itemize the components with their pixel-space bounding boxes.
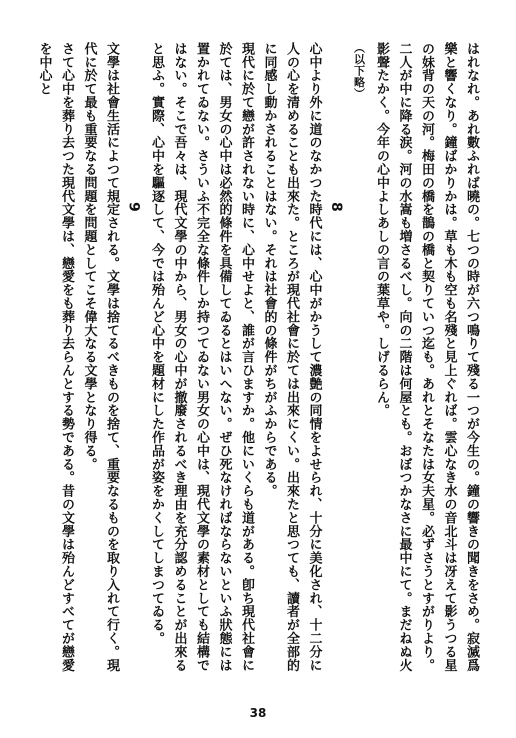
verse-passage: はれなれ。あれ數ふれば曉の。七つの時が六つ鳴りて殘る一つが今生の。鐘の響きの聞きをさめ。寂滅爲樂と響くなり。鐘ばかりかは。草も木も空も名殘と見上ぐれば。雲心なき水の音北斗は冴えて影うつる星の妹背の天の河。梅田の橋を鵲の橋と契りていつ迄も。あれとそなたは女夫星。必ずさうとすがりより。二人が中に降る涙。河の水嵩も増さるべし。向の二階は何屋とも。おぼつかなさに最中にて。まだねぬ火影聲たかく。今年の心中よしあしの言の葉草や。しげるらん。 (374, 42, 479, 672)
section-number-8: 8 (328, 202, 344, 213)
section-9-paragraph-1: 文學は社會生活によつて規定される。文學は捨てるべきものを捨て、重要なるものを取り入れて行く。現代に於て最も重要なる問題を問題としてこそ偉大なる文學となり得る。 (81, 42, 119, 672)
section-8-paragraph-2: 現代に於て戀が許されない時に、心中せよと、誰が言ひますか。他にいくらも道がある。卽ち現代社會に於ては、男女の心中は必然的條件を具備してゐるとはいへない。ぜひ死なければならないといふ狀態には置かれてゐない。さういふ不完全な條件しか持つてゐない男女の心中は、現代文學の素材としても結構ではない。そこで吾々は、現代文學の中から、男女の心中が撤廢されるべき理由を充分認めることが出來ると思ふ。實際、心中を驅逐して、今では殆んど心中を題材にした作品が姿をかくしてしまつてゐる。 (149, 42, 254, 672)
page-number: 38 (249, 706, 267, 720)
omitted-note (347, 42, 370, 672)
section-8-paragraph-1: 心中より外に道のなかつた時代には、心中がかうして濃艶の同情をよせられ、十分に美化され、十二分に人の心を清めることも出來た。ところが現代社會に於ては出來にくい。出來たと思つても、讀者が全部的に同感し動かされることはない。それは社會的の條件がちがふからである。 (261, 42, 322, 672)
section-number-9: 9 (125, 202, 142, 213)
vertical-text-body (32, 42, 482, 672)
omitted-note-text: （以下略） (352, 42, 366, 99)
section-9-paragraph-2: さて心中を葬り去つた現代文學は、戀愛をも葬り去らんとする勢である。昔の文學は殆んどすべてが戀愛を中心と (36, 42, 74, 672)
